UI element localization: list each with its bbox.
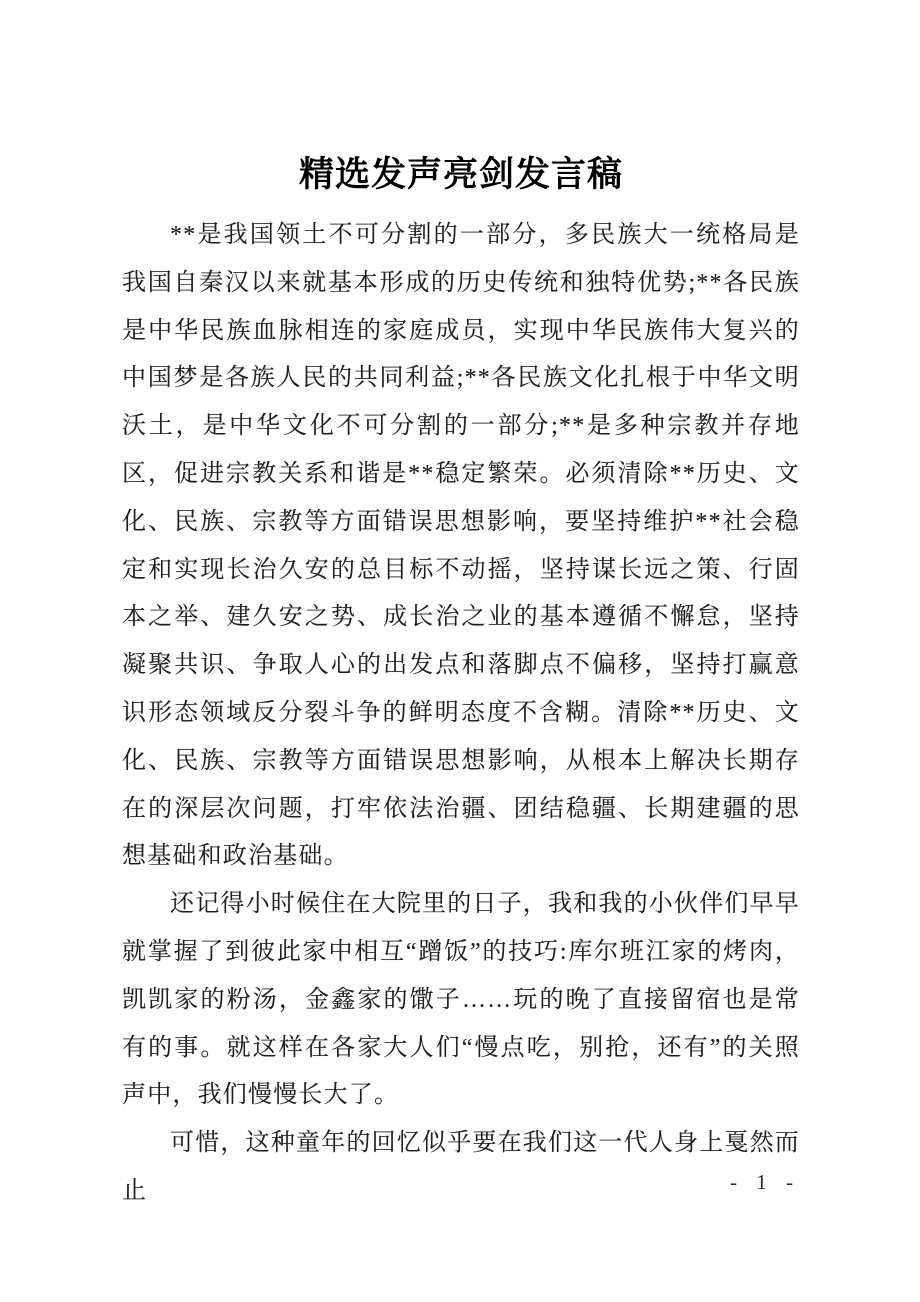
paragraph: 可惜，这种童年的回忆似乎要在我们这一代人身上戛然而止 [122, 1130, 800, 1204]
document-body [122, 212, 800, 1216]
paragraph: **是我国领土不可分割的一部分，多民族大一统格局是我国自秦汉以来就基本形成的历史传统和独特优势;**各民族是中华民族血脉相连的家庭成员，实现中华民族伟大复兴的中国梦是各族人民的共同利益;**各民族文化扎根于中华文明沃土，是中华文化不可分割的一部分;**是多种宗教并存地区，促进宗教关系和谐是**稳定繁荣。必须清除**历史、文化、民族、宗教等方面错误思想影响，要坚持维护**社会稳定和实现长治久安的总目标不动摇，坚持谋长远之策、行固本之举、建久安之势、成长治之业的基本遵循不懈怠，坚持凝聚共识、争取人心的出发点和落脚点不偏移，坚持打赢意识形态领域反分裂斗争的鲜明态度不含糊。清除**历史、文化、民族、宗教等方面错误思想影响，从根本上解决长期存在的深层次问题，打牢依法治疆、团结稳疆、长期建疆的思想基础和政治基础。 [122, 222, 800, 870]
paragraph: 还记得小时候住在大院里的日子，我和我的小伙伴们早早就掌握了到彼此家中相互“蹭饭”的技巧:库尔班江家的烤肉，凯凯家的粉汤，金鑫家的馓子……玩的晚了直接留宿也是常有的事。就这样在各家大人们“慢点吃，别抢，还有”的关照声中，我们慢慢长大了。 [122, 891, 800, 1109]
page-title: 精选发声亮剑发言稿 [298, 155, 623, 194]
page-number: - 1 - [730, 1170, 800, 1194]
